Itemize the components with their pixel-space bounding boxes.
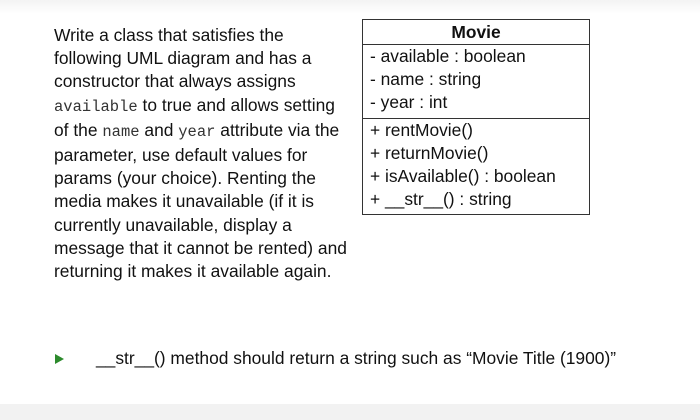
assignment-prompt	[54, 24, 354, 283]
code-year: year	[178, 122, 216, 141]
uml-attributes	[363, 45, 589, 118]
bottom-band	[0, 404, 700, 420]
prompt-text-3: and	[139, 119, 179, 140]
code-name: name	[102, 122, 140, 141]
triangle-bullet-icon	[55, 354, 64, 364]
uml-attribute: - name : string	[370, 69, 482, 90]
uml-method: + __str__() : string	[370, 189, 512, 210]
prompt-text-1: Write a class that satisfies the following UML diagram and has a constructor that always assigns	[54, 25, 312, 92]
uml-class-name: Movie	[363, 20, 589, 45]
uml-method: + returnMovie()	[370, 142, 489, 163]
uml-class-diagram	[362, 19, 590, 215]
prompt-text-2: to true and allows setting of the	[54, 94, 335, 140]
prompt-text-4: attribute via the parameter, use default values for params (your choice). Renting the media makes it unavailable (if it is currently unavailable, display a message that it cannot be rented) and returning it makes it available again.	[54, 119, 347, 282]
top-fade	[0, 0, 700, 14]
uml-method: + rentMovie()	[370, 119, 473, 140]
note-text: __str__() method should return a string such as “Movie Title (1900)”	[96, 348, 617, 368]
uml-attribute: - available : boolean	[370, 46, 526, 66]
uml-method: + isAvailable() : boolean	[370, 166, 556, 187]
uml-methods	[363, 118, 589, 215]
bullet-note	[76, 347, 636, 370]
code-available: available	[54, 97, 138, 116]
uml-attribute: - year : int	[370, 92, 448, 113]
